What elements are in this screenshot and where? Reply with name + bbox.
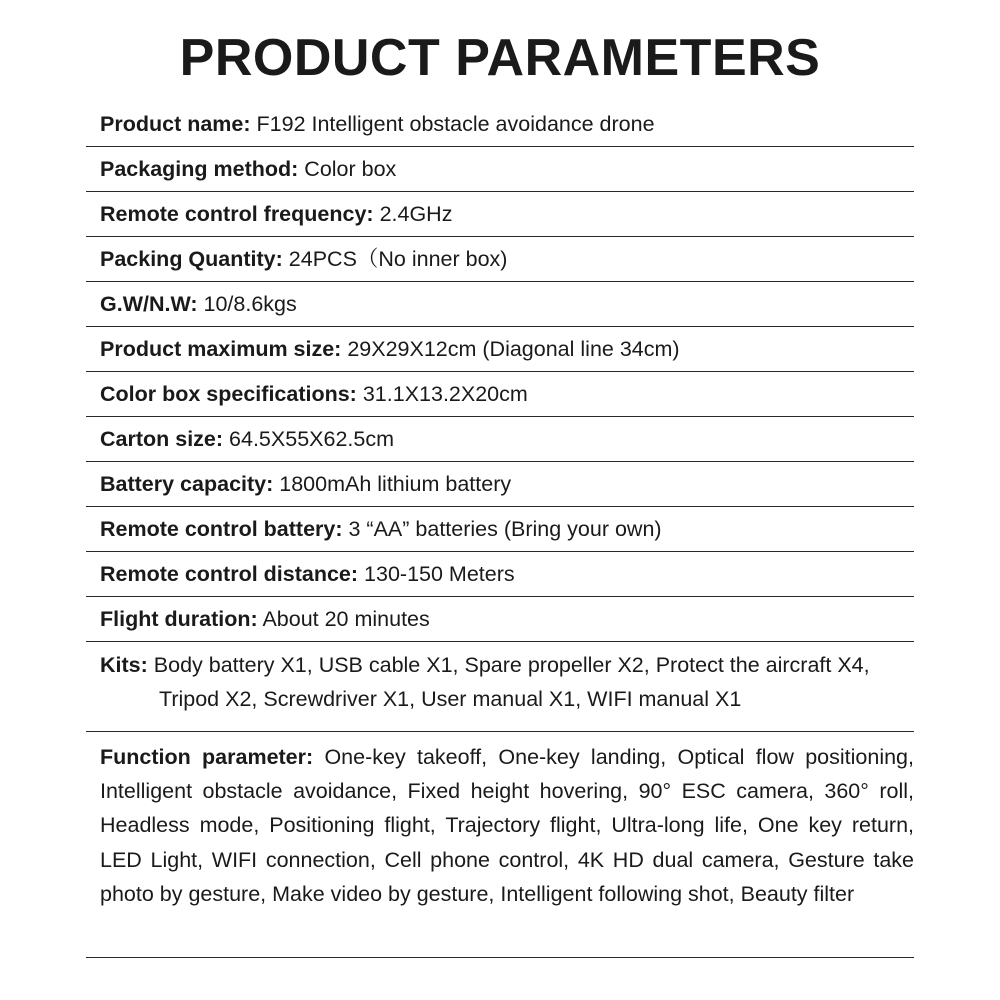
- param-label: Remote control frequency:: [100, 202, 374, 226]
- param-row-flight-duration: [86, 597, 914, 642]
- kits-line-2: Tripod X2, Screwdriver X1, User manual X1, WIFI manual X1: [159, 687, 742, 711]
- param-row-function-parameter: [86, 732, 914, 958]
- param-row-product-maximum-size: [86, 327, 914, 372]
- param-label: Battery capacity:: [100, 472, 274, 496]
- page-title: PRODUCT PARAMETERS: [179, 29, 821, 87]
- param-value: 24PCS（No inner box): [288, 247, 508, 271]
- param-value: 1800mAh lithium battery: [279, 472, 512, 496]
- param-row-packaging-method: [86, 147, 914, 192]
- param-label: Color box specifications:: [100, 382, 357, 406]
- param-label: Packing Quantity:: [100, 247, 283, 271]
- param-value: 31.1X13.2X20cm: [362, 382, 528, 406]
- param-row-product-name: [86, 102, 914, 147]
- param-label: G.W/N.W:: [100, 292, 198, 316]
- parameters-table: [86, 102, 914, 958]
- param-value: 130-150 Meters: [364, 562, 515, 586]
- param-row-packing-quantity: [86, 237, 914, 282]
- param-label: Kits:: [100, 653, 148, 677]
- param-value: 2.4GHz: [379, 202, 453, 226]
- param-row-kits: [86, 642, 914, 732]
- param-value: 29X29X12cm (Diagonal line 34cm): [347, 337, 680, 361]
- param-value: About 20 minutes: [262, 607, 430, 631]
- param-value: One-key takeoff, One-key landing, Optical flow positioning, Intelligent obstacle avoidance, Fixed height hovering, 90° ESC camera, 360° roll, Headless mode, Positioning flight, Trajectory flight, Ultra-long life, One key return, LED Light, WIFI connection, Cell phone control, 4K HD dual camera, Gesture take photo by gesture, Make video by gesture, Intelligent following shot, Beauty filter: [100, 745, 914, 906]
- param-row-gross-net-weight: [86, 282, 914, 327]
- param-label: Carton size:: [100, 427, 224, 451]
- param-label: Remote control distance:: [100, 562, 359, 586]
- param-row-remote-control-distance: [86, 552, 914, 597]
- param-value: 3 “AA” batteries (Bring your own): [348, 517, 662, 541]
- param-row-battery-capacity: [86, 462, 914, 507]
- param-label: Remote control battery:: [100, 517, 343, 541]
- param-row-remote-control-frequency: [86, 192, 914, 237]
- param-row-carton-size: [86, 417, 914, 462]
- param-label: Product name:: [100, 112, 251, 136]
- param-label: Function parameter:: [100, 745, 314, 769]
- param-value: Body battery X1, USB cable X1, Spare propeller X2, Protect the aircraft X4,: [153, 653, 870, 677]
- param-label: Packaging method:: [100, 157, 299, 181]
- param-value: 10/8.6kgs: [203, 292, 297, 316]
- kits-line-1: [100, 648, 914, 682]
- param-label: Product maximum size:: [100, 337, 342, 361]
- param-row-remote-control-battery: [86, 507, 914, 552]
- param-row-color-box-specifications: [86, 372, 914, 417]
- param-value: F192 Intelligent obstacle avoidance drone: [256, 112, 655, 136]
- param-value: 64.5X55X62.5cm: [229, 427, 394, 451]
- param-value: Color box: [304, 157, 397, 181]
- param-label: Flight duration:: [100, 607, 258, 631]
